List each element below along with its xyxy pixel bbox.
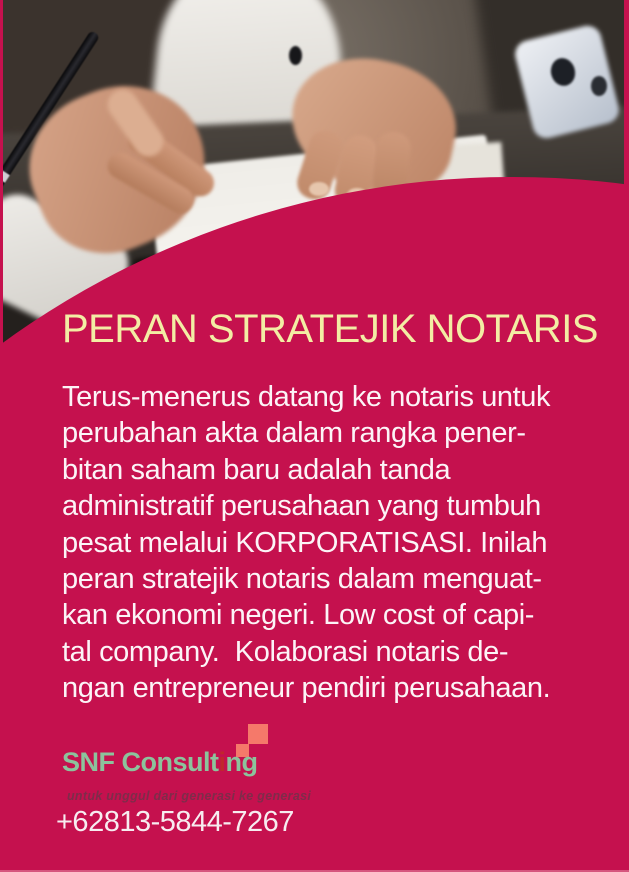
page-title: PERAN STRATEJIK NOTARIS (62, 307, 598, 351)
logo-text-part1: SNF Consult (62, 747, 219, 777)
body-line: kan ekonomi negeri. Low cost of capi- (62, 599, 535, 632)
body-line: Terus-menerus datang ke notaris untuk (62, 381, 551, 413)
body-line: administratif perusahaan yang tumbuh (62, 490, 541, 523)
body-line: tal company. Kolaborasi notaris de- (62, 635, 509, 668)
body-line: bitan saham baru adalah tanda (62, 453, 451, 486)
body-line: ngan entrepreneur pendiri perusahaan. (62, 672, 551, 705)
body-line: perubahan akta dalam rangka pener- (62, 417, 526, 450)
company-tagline: untuk unggul dari generasi ke generasi (67, 789, 312, 803)
logo-text-part2: ng (225, 747, 258, 777)
body-line: peran stratejik notaris dalam menguat- (62, 563, 542, 596)
phone-number: +62813-5844-7267 (56, 806, 294, 838)
logo-accent-letter: i (218, 747, 226, 777)
logo-mark-square-large (248, 724, 268, 744)
body-paragraph (62, 379, 628, 707)
company-logo (62, 747, 258, 778)
body-line: pesat melalui KORPORATISASI. Inilah (62, 526, 548, 559)
